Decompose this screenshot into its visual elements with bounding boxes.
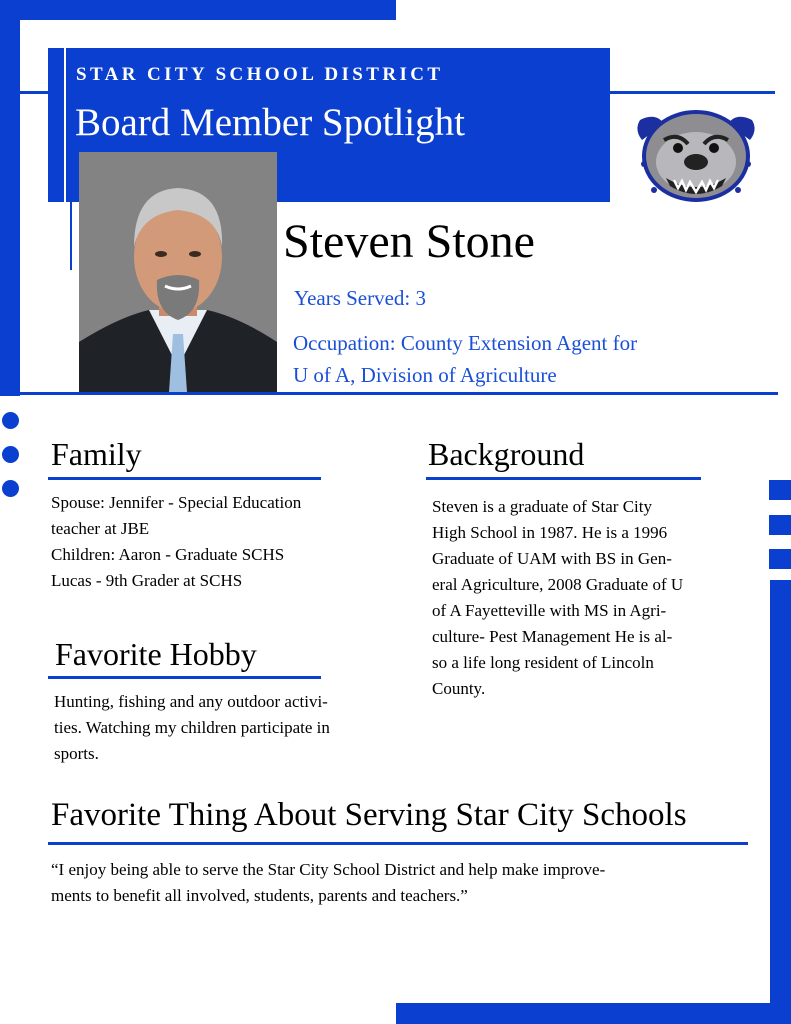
family-line: Children: Aaron - Graduate SCHS xyxy=(51,545,285,564)
years-served: Years Served: 3 xyxy=(294,286,427,310)
page-title: Board Member Spotlight xyxy=(75,101,465,144)
decor-dot xyxy=(2,446,19,463)
background-line: High School in 1987. He is a 1996 xyxy=(432,523,668,542)
portrait-photo xyxy=(79,152,277,392)
occupation-line: Occupation: County Extension Agent for xyxy=(293,331,638,355)
profile-divider xyxy=(20,392,778,395)
hobby-line: ties. Watching my children participate in xyxy=(54,718,330,737)
member-name: Steven Stone xyxy=(283,215,535,268)
district-name: STAR CITY SCHOOL DISTRICT xyxy=(76,64,444,85)
family-rule xyxy=(48,477,321,480)
header-rule xyxy=(20,91,775,94)
decor-square xyxy=(769,515,791,535)
favorite-line: ments to benefit all involved, students, parents and teachers.” xyxy=(51,886,468,905)
favorite-heading: Favorite Thing About Serving Star City Schools xyxy=(51,797,687,833)
family-heading: Family xyxy=(51,436,142,472)
bottom-border-bar xyxy=(396,1003,791,1024)
hobby-rule xyxy=(48,676,321,679)
favorite-line: “I enjoy being able to serve the Star City School District and help make improve- xyxy=(51,860,606,879)
favorite-quote xyxy=(51,857,605,909)
top-border-bar xyxy=(0,0,396,20)
bulldog-mascot-icon xyxy=(630,100,762,208)
hobby-heading: Favorite Hobby xyxy=(55,636,257,672)
occupation xyxy=(293,327,753,391)
hobby-text xyxy=(54,689,330,767)
background-line: eral Agriculture, 2008 Graduate of U xyxy=(432,575,684,594)
background-heading: Background xyxy=(428,436,585,472)
background-line: Steven is a graduate of Star City xyxy=(432,497,653,516)
right-border-bar xyxy=(770,580,791,1024)
background-line: Graduate of UAM with BS in Gen- xyxy=(432,549,672,568)
occupation-line: U of A, Division of Agriculture xyxy=(293,363,557,387)
family-line: Spouse: Jennifer - Special Education xyxy=(51,493,302,512)
family-text xyxy=(51,490,301,594)
decor-square xyxy=(769,549,791,569)
decor-dot xyxy=(2,412,19,429)
header-vertical-rule xyxy=(64,37,66,295)
family-line: teacher at JBE xyxy=(51,519,150,538)
background-line: culture- Pest Management He is al- xyxy=(432,627,673,646)
left-border-bar xyxy=(0,0,20,396)
background-text xyxy=(432,494,683,702)
background-line: of A Fayetteville with MS in Agri- xyxy=(432,601,667,620)
hobby-line: Hunting, fishing and any outdoor activi- xyxy=(54,692,328,711)
background-line: so a life long resident of Lincoln xyxy=(432,653,654,672)
background-line: County. xyxy=(432,679,486,698)
hobby-line: sports. xyxy=(54,744,99,763)
header-vertical-rule-lower xyxy=(70,150,72,270)
favorite-rule xyxy=(48,842,748,845)
decor-square xyxy=(769,480,791,500)
background-rule xyxy=(426,477,701,480)
decor-dot xyxy=(2,480,19,497)
family-line: Lucas - 9th Grader at SCHS xyxy=(51,571,243,590)
